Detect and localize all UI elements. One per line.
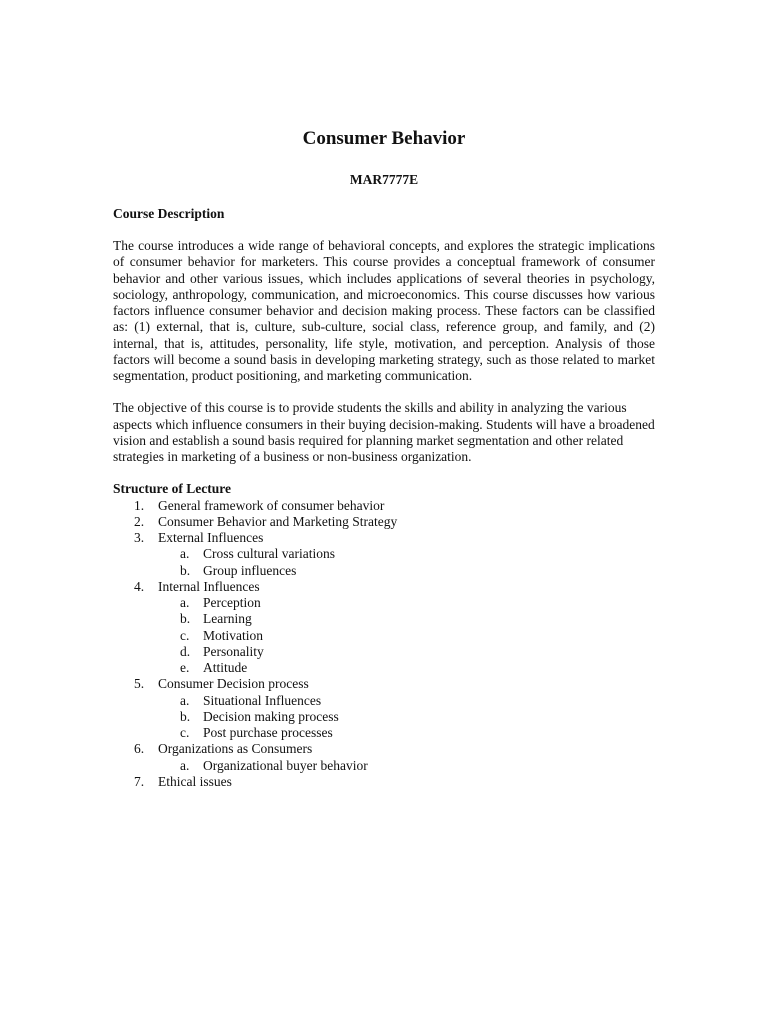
lecture-item-number: 4. — [134, 578, 145, 594]
lecture-item-label: Ethical issues — [158, 773, 232, 789]
document-content — [113, 127, 655, 790]
lecture-item-number: 1. — [134, 497, 145, 513]
lecture-item-label: Consumer Behavior and Marketing Strategy — [158, 513, 398, 529]
lecture-subitem-label: Attitude — [203, 660, 248, 675]
lecture-item-number: 5. — [134, 676, 145, 692]
lecture-subitem-label: Motivation — [203, 627, 263, 643]
course-description-heading: Course Description — [113, 206, 225, 221]
lecture-subitem-letter: a. — [180, 595, 190, 610]
lecture-subitem — [158, 611, 655, 627]
lecture-subitem — [158, 595, 655, 611]
lecture-item-label: Internal Influences — [158, 578, 260, 594]
lecture-sublist — [158, 693, 655, 742]
lecture-item — [113, 514, 655, 530]
lecture-item — [113, 774, 655, 790]
lecture-subitem-letter: e. — [180, 660, 190, 675]
lecture-subitem-letter: c. — [180, 627, 190, 643]
lecture-item — [113, 530, 655, 579]
lecture-item — [113, 676, 655, 741]
lecture-list — [113, 498, 655, 791]
lecture-sublist — [158, 595, 655, 676]
lecture-subitem-label: Cross cultural variations — [203, 546, 335, 562]
lecture-subitem-letter: b. — [180, 708, 191, 724]
document-title: Consumer Behavior — [302, 128, 466, 149]
lecture-item-number: 6. — [134, 741, 145, 757]
lecture-subitem-letter: a. — [180, 757, 190, 773]
lecture-sublist — [158, 546, 655, 579]
lecture-subitem — [158, 725, 655, 741]
course-code: MAR7777E — [349, 172, 419, 187]
lecture-item-label: External Influences — [158, 530, 264, 545]
lecture-subitem — [158, 660, 655, 676]
lecture-subitem — [158, 628, 655, 644]
lecture-subitem — [158, 563, 655, 579]
lecture-item — [113, 741, 655, 774]
lecture-item-number: 2. — [134, 513, 145, 529]
lecture-item — [113, 498, 655, 514]
lecture-subitem — [158, 546, 655, 562]
lecture-subitem-label: Post purchase processes — [203, 725, 333, 740]
lecture-subitem-letter: c. — [180, 725, 190, 740]
lecture-subitem — [158, 758, 655, 774]
lecture-subitem-label: Personality — [203, 643, 264, 659]
course-description-paragraph: The course introduces a wide range of behavioral concepts, and explores the strategic implications of consumer behavior for marketers. This course provides a conceptual framework of consumer behavior and other various issues, which includes applications of several theories in psychology, sociology, anthropology, communication, and microeconomics. This course discusses how various factors influence consumer behavior and decision making process. These factors can be classified as: (1) external, that is, culture, sub-culture, social class, reference group, and family, and (2) internal, that is, attitudes, personality, life style, motivation, and perception. Analysis of those factors will become a sound basis in developing marketing strategy, such as those related to market segmentation, product positioning, and marketing communication. — [113, 238, 655, 383]
lecture-item — [113, 579, 655, 677]
lecture-item-number: 3. — [134, 530, 145, 545]
lecture-subitem-label: Decision making process — [203, 708, 339, 724]
lecture-subitem — [158, 644, 655, 660]
lecture-subitem — [158, 693, 655, 709]
lecture-item-label: Consumer Decision process — [158, 676, 309, 692]
lecture-subitem-label: Situational Influences — [203, 692, 322, 708]
lecture-subitem-label: Learning — [203, 611, 252, 627]
lecture-subitem-label: Perception — [203, 595, 261, 610]
lecture-subitem-letter: b. — [180, 611, 191, 627]
lecture-subitem-letter: a. — [180, 546, 190, 562]
lecture-subitem-letter: b. — [180, 562, 191, 578]
lecture-item-label: Organizations as Consumers — [158, 741, 313, 757]
lecture-subitem-letter: a. — [180, 692, 190, 708]
lecture-sublist — [158, 758, 655, 774]
lecture-item-number: 7. — [134, 773, 145, 789]
lecture-subitem-label: Organizational buyer behavior — [203, 757, 368, 773]
lecture-subitem-label: Group influences — [203, 562, 297, 578]
lecture-subitem — [158, 709, 655, 725]
course-objective-paragraph: The objective of this course is to provide students the skills and ability in analyzing the various aspects which influence consumers in their buying decision-making. Students will have a broadened vision and establish a sound basis required for planning market segmentation and other related strategies in marketing of a business or non-business organization. — [113, 400, 655, 464]
lecture-subitem-letter: d. — [180, 643, 191, 659]
lecture-item-label: General framework of consumer behavior — [158, 497, 385, 513]
structure-of-lecture-heading: Structure of Lecture — [113, 481, 231, 497]
